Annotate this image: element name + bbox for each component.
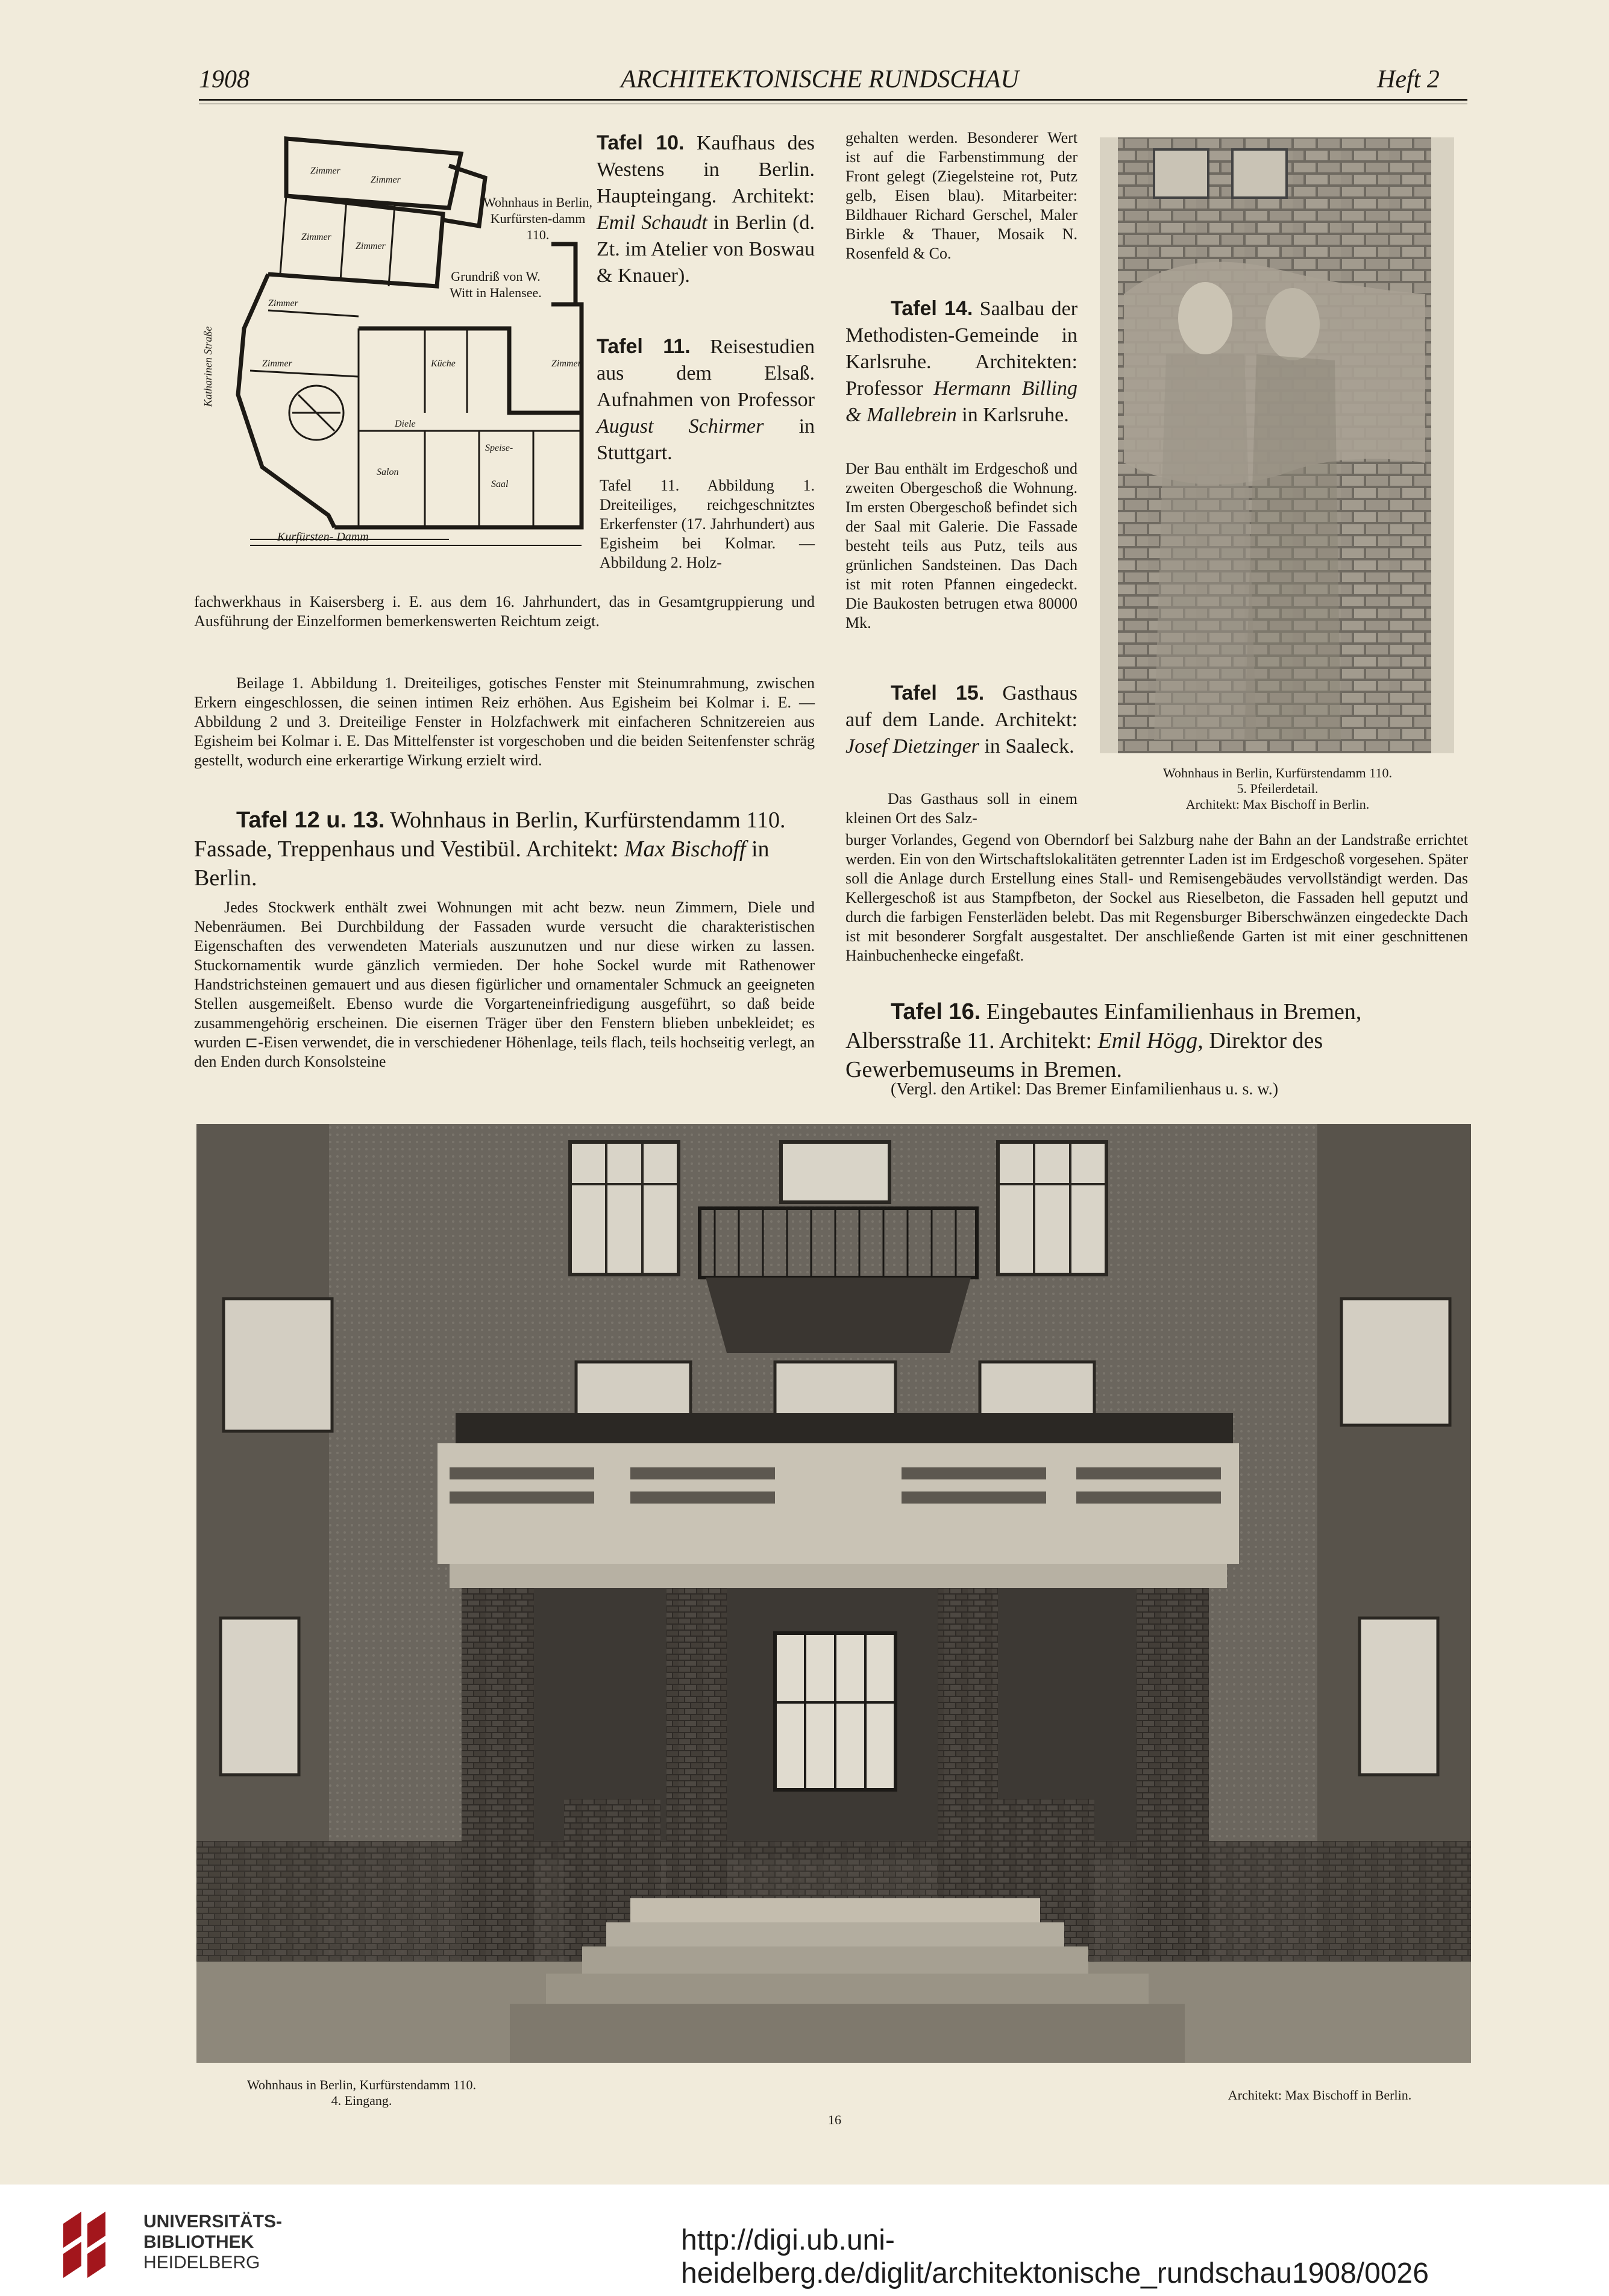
tafel12-entry: [194, 806, 815, 892]
plan-room: Zimmer: [551, 359, 582, 369]
tafel14-tail: in Karlsruhe.: [962, 404, 1069, 426]
tafel12-heading: Tafel 12 u. 13.: [236, 808, 385, 833]
source-url-link[interactable]: http://digi.ub.uni-heidelberg.de/diglit/architektonische_rundschau1908/0026: [681, 2224, 1429, 2289]
tafel14-text: Saalbau der Methodisten-Gemeinde in Karlsruhe. Architekten: Professor: [845, 298, 1078, 400]
plan-room: Diele: [395, 419, 416, 429]
tafel14-body: Der Bau enthält im Erdgeschoß und zweiten Obergeschoß die Wohnung. Im ersten Obergeschoß befindet sich der Saal mit Galerie. Die Fassade besteht teils aus Putz, teils aus grünlichen Sandsteinen. Das Dach ist mit roten Pfannen eingedeckt. Die Baukosten betrugen etwa 80000 Mk.: [845, 460, 1077, 632]
plan-room: Speise-: [485, 443, 513, 453]
entrance-caption-line1: Wohnhaus in Berlin, Kurfürstendamm 110.: [247, 2077, 476, 2092]
plan-room: Zimmer: [356, 241, 386, 251]
tafel11-text: Reisestudien aus dem Elsaß. Aufnahmen von Professor: [597, 336, 815, 411]
tafel15-body-a: Das Gasthaus soll in einem kleinen Ort des Salz-: [845, 790, 1077, 827]
plan-room: Zimmer: [301, 232, 331, 242]
plan-street-bottom: Kurfürsten- Damm: [277, 530, 369, 544]
plan-grundriss: Grundriß von W. Witt in Halensee.: [450, 269, 542, 300]
tafel16-text: Eingebautes Einfamilienhaus in Bremen, Albersstraße 11. Architekt:: [845, 999, 1362, 1053]
pillar-caption-line2: 5. Pfeilerdetail.: [1237, 781, 1319, 796]
beilage-paragraph: Beilage 1. Abbildung 1. Dreiteiliges, gotisches Fenster mit Steinumrahmung, zwischen Erkern eingeschlossen, die seinen intimen Reiz erhöhen. Aus Egisheim bei Kolmar i. E. — Abbildung 2 und 3. Dreiteilige Fenster in Holzfachwerk mit einfacheren Schnitzereien aus Egisheim bei Kolmar i. E. Das Mittelfenster ist vorgeschoben und die beiden Seitenfenster schräg gestellt, wodurch eine erkerartige Wirkung erzielt wird.: [194, 674, 815, 769]
tafel16-tail: Direktor des Gewerbemuseums in Bremen.: [845, 1028, 1323, 1082]
tafel16-heading: Tafel 16.: [891, 999, 981, 1024]
tafel11-architect: August Schirmer: [597, 415, 764, 438]
tafel15-heading: Tafel 15.: [891, 682, 985, 704]
tafel10-tail: in Berlin (d. Zt. im Atelier von Boswau & Knauer).: [597, 212, 815, 287]
university-name: [143, 2212, 282, 2273]
plan-room: Küche: [431, 359, 456, 369]
header-issue: Heft 2: [1377, 66, 1440, 93]
plan-room: Zimmer: [371, 175, 401, 185]
pillar-caption-line3: Architekt: Max Bischoff in Berlin.: [1185, 797, 1370, 812]
tafel12-body: Jedes Stockwerk enthält zwei Wohnungen mit acht bezw. neun Zimmern, Diele und Nebenräumen. Bei Durchbildung der Fassaden wurde versucht die charakteristischen Eigenschaften des verwendeten Materials auszunutzen und nur diese wirken zu lassen. Stuckornamentik wurde gänzlich vermieden. Der hohe Sockel wurde mit Rathenower Handstrichsteinen gemauert und aus diesen figürlicher und ornamentaler Schmuck an geeigneten Stellen ausgemeißelt. Ebenso wurde die Vorgarteneinfriedigung ausgeführt, so daß beide zusammengehörig erscheinen. Die eisernen Träger über den Fenstern blieben unbekleidet; es wurden ⊏-Eisen verwendet, die in verschiedener Höhenlage, teils flach, teils hochseitig verlegt, an den Enden durch Konsolsteine: [194, 899, 815, 1070]
tafel10-text: Kaufhaus des Westens in Berlin. Haupteingang. Architekt:: [597, 132, 815, 207]
tafel11-entry: [597, 333, 815, 466]
university-line3: HEIDELBERG: [143, 2253, 260, 2272]
header-title: ARCHITEKTONISCHE RUNDSCHAU: [621, 66, 1019, 93]
plan-room: Zimmer: [262, 359, 292, 369]
tafel15-body-b: burger Vorlandes, Gegend von Oberndorf bei Salzburg nahe der Bahn an der Landstraße errichtet werden. Ein von den Wirtschaftslokalitäten getrennter Laden ist im Erdgeschoß vorgesehen. Später soll die Anlage durch Erstellung eines Stall- und Remisengebäudes vervollständigt werden. Das Kellergeschoß ist aus Stampfbeton, der Sockel aus Rieselbeton, die Fassaden hell geputzt und durch die farbigen Fensterläden belebt. Das mit Regensburger Biberschwänzen eingedeckte Dach ist mit besonderer Sorgfalt ausgestaltet. Der anschließende Garten ist mit einer geschnittenen Hainbuchenhecke eingefaßt.: [845, 831, 1468, 964]
pillar-photo: [1100, 137, 1454, 753]
plan-street-left: Katharinen Straße: [202, 326, 214, 407]
tafel12-tail: in Berlin.: [194, 836, 770, 891]
university-line2: BIBLIOTHEK: [143, 2232, 254, 2252]
entrance-architect-caption: Architekt: Max Bischoff in Berlin.: [1228, 2087, 1412, 2103]
running-header: [199, 65, 1467, 101]
pillar-caption: [1115, 765, 1440, 812]
tafel10-architect: Emil Schaudt: [597, 212, 707, 234]
tafel12-text: Wohnhaus in Berlin, Kurfürstendamm 110. Fassade, Treppenhaus und Vestibül. Architekt:: [194, 808, 786, 862]
tafel16-note: (Vergl. den Artikel: Das Bremer Einfamilienhaus u. s. w.): [891, 1080, 1279, 1099]
entrance-caption: [211, 2077, 512, 2109]
tafel14-architect: Hermann Billing & Mallebrein: [845, 377, 1078, 426]
plan-room: Saal: [491, 479, 509, 489]
tafel12-architect: Max Bischoff: [624, 836, 746, 862]
plan-label: Wohnhaus in Berlin, Kurfürsten-damm 110.: [483, 195, 592, 242]
tafel15-architect: Josef Dietzinger: [845, 735, 979, 757]
entrance-photo: [196, 1124, 1471, 2063]
entrance-caption-line2: 4. Eingang.: [331, 2093, 392, 2108]
tafel14-heading: Tafel 14.: [891, 297, 973, 320]
page-number: 16: [828, 2112, 841, 2127]
tafel14-entry: [845, 295, 1077, 428]
header-rule: [199, 99, 1467, 101]
tafel11-detail: Tafel 11. Abbildung 1. Dreiteiliges, reichgeschnitztes Erkerfenster (17. Jahrhundert) aus Egisheim bei Kolmar. — Abbildung 2. Holz-: [600, 477, 815, 571]
tafel15-text: Gasthaus auf dem Lande. Architekt:: [845, 682, 1078, 731]
plan-room: Salon: [377, 467, 399, 477]
tafel16-architect: Emil Högg,: [1097, 1028, 1203, 1053]
university-logo-icon: [57, 2206, 130, 2278]
tafel11-heading: Tafel 11.: [597, 335, 691, 358]
header-year: 1908: [199, 66, 249, 93]
plan-room: Zimmer: [268, 298, 298, 309]
tafel10-heading: Tafel 10.: [597, 131, 685, 154]
tafel15-tail: in Saaleck.: [984, 735, 1074, 757]
pillar-caption-line1: Wohnhaus in Berlin, Kurfürstendamm 110.: [1163, 765, 1392, 780]
tafel10-entry: [597, 130, 815, 289]
plan-room: Zimmer: [310, 166, 340, 176]
col2-continuation: gehalten werden. Besonderer Wert ist auf die Farbenstimmung der Front gelegt (Ziegelsteine rot, Putz gelb, Eisen blau). Mitarbeiter: Bildhauer Richard Gerschel, Maler Birkle & Thauer, Mosaik N. Rosenfeld & Co.: [845, 129, 1077, 262]
university-line1: UNIVERSITÄTS-: [143, 2212, 283, 2232]
tafel11-tail: in Stuttgart.: [597, 415, 815, 464]
tafel11-detail-cont: fachwerkhaus in Kaisersberg i. E. aus dem 16. Jahrhundert, das in Gesamtgruppierung und Ausführung der Einzelformen bemerkenswerten Reichtum zeigt.: [194, 593, 815, 630]
tafel16-entry: [845, 997, 1468, 1084]
tafel15-entry: [845, 680, 1077, 760]
